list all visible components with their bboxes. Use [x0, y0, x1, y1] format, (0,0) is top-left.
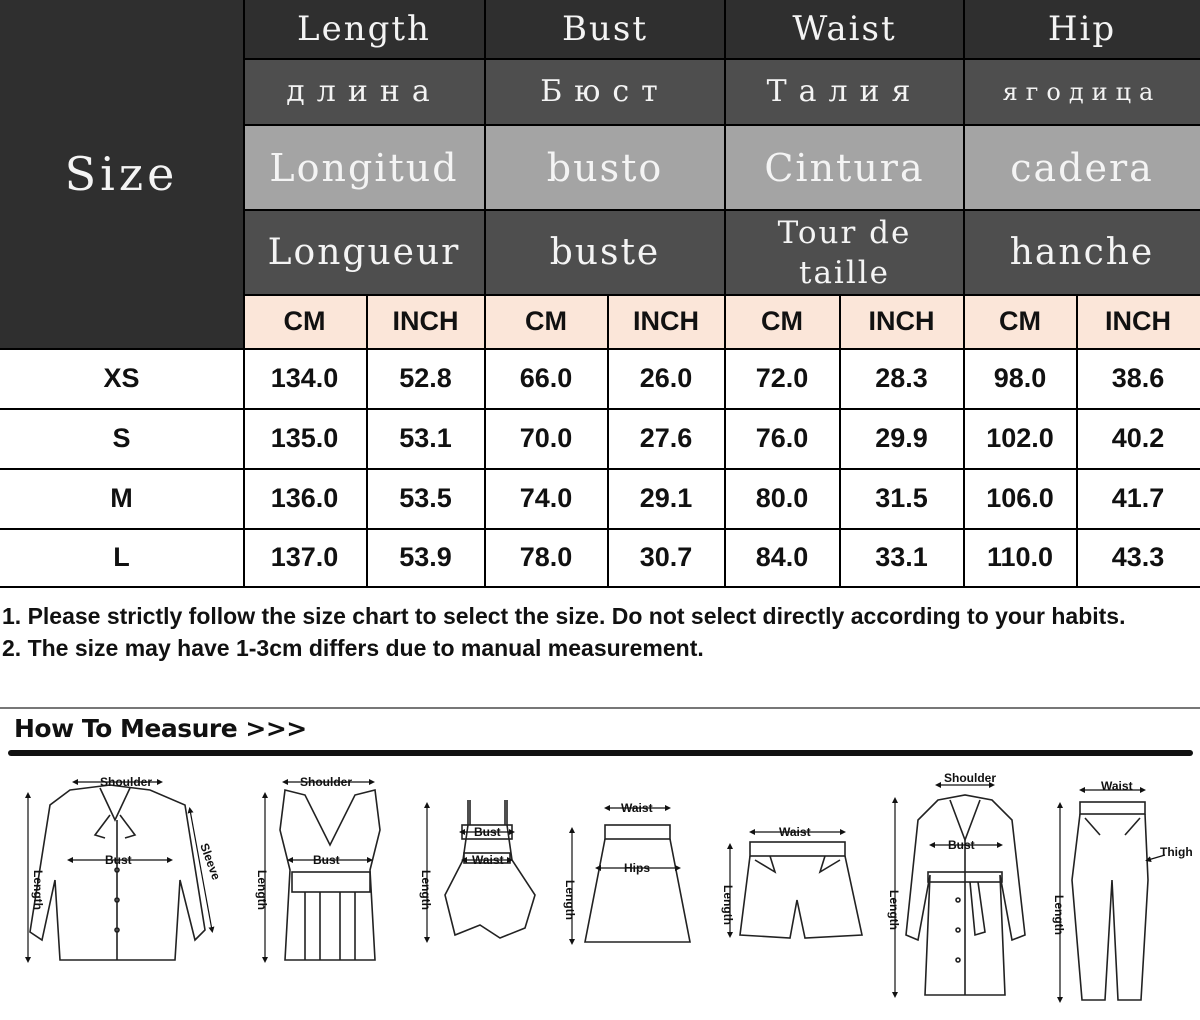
how-to-measure-title: How To Measure >>>	[14, 714, 307, 743]
size-header: Size	[0, 0, 243, 348]
measurement-value: 72.0	[725, 348, 839, 408]
size-label: S	[0, 408, 243, 468]
measurement-value: 38.6	[1076, 348, 1200, 408]
size-label: XS	[0, 348, 243, 408]
unit-length-inch: INCH	[366, 295, 485, 348]
measurement-figures	[0, 760, 1200, 1020]
measurement-value: 106.0	[964, 468, 1076, 528]
col-waist-ru: Талия	[725, 58, 964, 125]
measurement-value: 135.0	[243, 408, 366, 468]
skirt-label: Length	[563, 880, 577, 920]
measurement-value: 53.1	[366, 408, 485, 468]
trousers-label: Waist	[1101, 779, 1133, 793]
measurement-value: 27.6	[607, 408, 725, 468]
col-waist-fr: Tour de taille	[725, 210, 964, 295]
skirt-label: Waist	[621, 801, 653, 815]
blouse-label: Length	[31, 870, 45, 910]
measurement-value: 84.0	[725, 528, 839, 586]
measurement-value: 74.0	[485, 468, 607, 528]
trousers-figure	[1072, 802, 1148, 1000]
measurement-value: 78.0	[485, 528, 607, 586]
coat-label: Bust	[948, 838, 975, 852]
size-label: M	[0, 468, 243, 528]
note-1: 1. Please strictly follow the size chart to select the size. Do not select directly according to your habits.	[2, 603, 1126, 629]
figure-labels	[31, 771, 1193, 935]
measurement-value: 31.5	[839, 468, 964, 528]
tank-top-figure	[280, 790, 380, 960]
coat-label: Length	[887, 890, 901, 930]
measurement-value: 43.3	[1076, 528, 1200, 586]
shorts-label: Length	[721, 885, 735, 925]
col-hip-fr: hanche	[964, 210, 1200, 295]
measurement-value: 33.1	[839, 528, 964, 586]
measurement-value: 70.0	[485, 408, 607, 468]
measurement-value: 29.1	[607, 468, 725, 528]
unit-length-cm: CM	[243, 295, 366, 348]
measurement-value: 98.0	[964, 348, 1076, 408]
measurement-value: 137.0	[243, 528, 366, 586]
measurement-value: 134.0	[243, 348, 366, 408]
shorts-figure	[740, 842, 862, 938]
unit-waist-inch: INCH	[839, 295, 964, 348]
title-underline	[8, 750, 1193, 756]
coat-label: Shoulder	[944, 771, 997, 785]
measurement-value: 41.7	[1076, 468, 1200, 528]
col-bust-fr: buste	[485, 210, 725, 295]
col-length-ru: длина	[243, 58, 485, 125]
col-length-fr: Longueur	[243, 210, 485, 295]
unit-bust-inch: INCH	[607, 295, 725, 348]
col-hip-es: cadera	[964, 125, 1200, 210]
measurement-value: 80.0	[725, 468, 839, 528]
col-waist-es: Cintura	[725, 125, 964, 210]
col-length-en: Length	[243, 0, 485, 58]
dress-label: Waist	[472, 853, 504, 867]
measurement-value: 66.0	[485, 348, 607, 408]
dress-figure	[445, 800, 535, 938]
unit-hip-cm: CM	[964, 295, 1076, 348]
measurement-value: 136.0	[243, 468, 366, 528]
blouse-label: Sleeve	[197, 841, 224, 882]
col-bust-ru: Бюст	[485, 58, 725, 125]
size-label: L	[0, 528, 243, 586]
measurement-value: 40.2	[1076, 408, 1200, 468]
measurement-value: 110.0	[964, 528, 1076, 586]
unit-bust-cm: CM	[485, 295, 607, 348]
measurement-value: 28.3	[839, 348, 964, 408]
skirt-figure	[585, 825, 690, 942]
measurement-value: 102.0	[964, 408, 1076, 468]
measurement-value: 30.7	[607, 528, 725, 586]
dress-label: Bust	[474, 825, 501, 839]
trousers-label: Length	[1052, 895, 1066, 935]
measurement-value: 52.8	[366, 348, 485, 408]
col-hip-en: Hip	[964, 0, 1200, 58]
blouse-figure	[30, 785, 205, 960]
unit-waist-cm: CM	[725, 295, 839, 348]
dress-label: Length	[419, 870, 433, 910]
unit-hip-inch: INCH	[1076, 295, 1200, 348]
tank-top-label: Bust	[313, 853, 340, 867]
blouse-label: Bust	[105, 853, 132, 867]
note-2: 2. The size may have 1-3cm differs due to manual measurement.	[2, 635, 704, 661]
measurement-value: 53.9	[366, 528, 485, 586]
measurement-value: 53.5	[366, 468, 485, 528]
size-notes	[2, 600, 1192, 664]
measurement-value: 76.0	[725, 408, 839, 468]
tank-top-label: Length	[255, 870, 269, 910]
tank-top-label: Shoulder	[300, 775, 353, 789]
measurement-value: 26.0	[607, 348, 725, 408]
shorts-label: Waist	[779, 825, 811, 839]
skirt-label: Hips	[624, 861, 651, 875]
coat-figure	[906, 795, 1025, 995]
col-bust-en: Bust	[485, 0, 725, 58]
col-waist-en: Waist	[725, 0, 964, 58]
col-bust-es: busto	[485, 125, 725, 210]
col-length-es: Longitud	[243, 125, 485, 210]
trousers-label: Thigh	[1160, 845, 1193, 859]
measurement-value: 29.9	[839, 408, 964, 468]
col-hip-ru: ягодица	[964, 58, 1200, 125]
divider	[0, 707, 1200, 709]
blouse-label: Shoulder	[100, 775, 153, 789]
